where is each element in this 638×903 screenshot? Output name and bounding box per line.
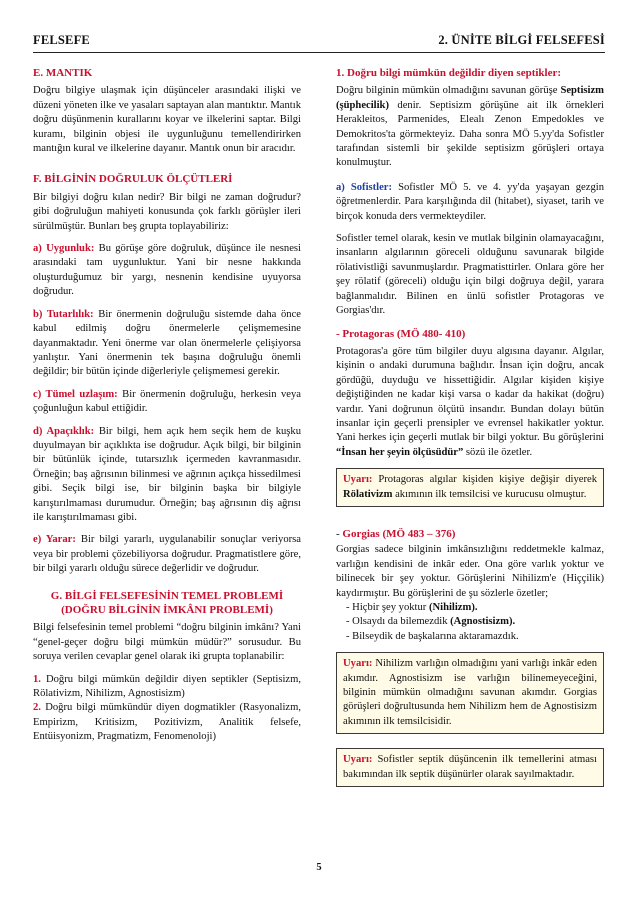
- criterion-d-text: Bir bilgi, hem açık hem seçik hem de kuşku duyulmayan bir açıklıkta ise doğrudur. Açık bilgi, bir bilginin bir bütünlük içinde, tutarsızlık içermeden kavranmasıdır. Örneğin; baş ağrısının bilinmesi ve ağrının açıkça hissedilmesi gibi. Seçik bilgi ise, bir bilginin başka bir bilgiyle karıştırılmaması durumudur. Örneğin; baş ağrısının diş ağrısı ile karıştırılmaması gibi.: [33, 425, 301, 523]
- statement-text: - Bilseydik de başkalarına aktaramazdık.: [346, 630, 519, 642]
- list-item: [346, 630, 604, 644]
- criterion-b-label: b) Tutarlılık:: [33, 308, 94, 320]
- criterion-a-label: a) Uygunluk:: [33, 243, 95, 255]
- skeptics-text-1: Doğru bilginin mümkün olmadığını savunan görüşe: [336, 85, 561, 97]
- gorgias-title: [336, 527, 604, 541]
- section-g-text: Bilgi felsefesinin temel problemi “doğru bilginin imkânı? Yani “genel-geçer doğru bilgi mümkün müdür?” sorusudur. Bu soruya verilen cevaplar genel olarak iki grupta toplanabilir:: [33, 622, 301, 663]
- left-column: [33, 66, 301, 745]
- section-e-title: E. MANTIK: [33, 67, 93, 79]
- section-f-title: F. BİLGİNİN DOĞRULUK ÖLÇÜTLERİ: [33, 173, 233, 186]
- sophists-intro: [336, 181, 604, 224]
- criterion-e-label: e) Yarar:: [33, 534, 76, 546]
- page-header: [33, 28, 605, 48]
- warning-text-2: akımının ilk temsilcisi ve kurucusu olmuştur.: [392, 488, 587, 500]
- sophists-text: Sofistler temel olarak, kesin ve mutlak bilginin olamayacağını, insanların algılarının göreceli olduğunu savunarak bilgide rölativistliği savunmuşlardır. Pragmatisttirler. Onlara göre her şey rölatif (göreceli) olduğu için bilgi doğruya değil, yarara bağlanmalıdır. Bilinen en ünlü sofistler Protagoras ve Gorgias'dır.: [336, 233, 604, 317]
- section-f-text: Bir bilgiyi doğru kılan nedir? Bir bilgi ne zaman doğrudur? gibi doğruluğun mahiyeti konusunda çok farklı görüşler ileri sürülmüştür. Bunları beş grupta toplayabiliriz:: [33, 191, 301, 232]
- skeptics-title: 1. Doğru bilgi mümkün değildir diyen septikler:: [336, 67, 562, 79]
- header-subject: FELSEFE: [33, 33, 90, 47]
- list-item: [346, 601, 604, 615]
- group-1: [33, 673, 301, 745]
- protagoras-quote: “İnsan her şeyin ölçüsüdür”: [336, 446, 464, 458]
- gorgias-title-dash: -: [336, 527, 343, 540]
- warning-text: Sofistler septik düşüncenin ilk temellerini atması bakımından ilk septik düşünürler olarak sayılmaktadır.: [343, 754, 597, 780]
- protagoras-title: - Protagoras (MÖ 480- 410): [336, 327, 466, 340]
- protagoras-text: [336, 345, 604, 460]
- group-2-text: Doğru bilgi mümkündür diyen dogmatikler (Rasyonalizm, Empirizm, Kritisizm, Pozitivizm, Analitik felsefe, Entüisyonizm, Pragmatizm, Fenomenoloji): [33, 702, 301, 743]
- group-1-text: Doğru bilgi mümkün değildir diyen septikler (Septisizm, Rölativizm, Nihilizm, Agnostisizm): [33, 673, 301, 700]
- skeptics-text: [336, 84, 604, 170]
- skeptics-text-2: denir. Septisizm görüşüne ait ilk örnekleri Herakleitos, Parmenides, Elealı Zenon Empedokles ve Demokritos'ta görmekteyiz. Daha sonra MÖ 5.yy'da Sofistler tarafından sistemli bir şekilde septisizm görüşleri ortaya konulmuştur.: [336, 99, 604, 169]
- warning-label: Uyarı:: [343, 474, 373, 486]
- skeptics-term: Septisizm (şüphecilik): [336, 85, 604, 111]
- sophists-intro-text: Sofistler MÖ 5. ve 4. yy'da yaşayan gezgin öğretmenlerdir. Para karşılığında dil (hitabet), siyaset, tarih ve birçok konuda ders vermekteydiler.: [336, 181, 604, 222]
- criterion-e-text: Bir bilgi yararlı, uygulanabilir sonuçlar veriyorsa veya bir problemi çözebiliyorsa doğrudur. Pragmatistlere göre, bir bilgi yararlı olduğu sürece değerlidir ve doğrudur.: [33, 534, 301, 575]
- statement-term: (Agnostisizm).: [450, 616, 516, 628]
- criterion-c-label: c) Tümel uzlaşım:: [33, 388, 118, 400]
- warning-box-relativism: [336, 468, 604, 507]
- right-column: [336, 66, 604, 801]
- warning-box-sophists: [336, 748, 604, 787]
- criterion-b-text: Bir önermenin doğruluğu sistemde daha önce kabul edilmiş doğru önermelerle çelişmemesine dayanmaktadır. Yeni önerme var olan önermelerle çelişiyorsa yanlıştır. Yani önermenin tek başına doğruluğu önemli değildir; bir bütün içinde diğerleriyle çelişmemesi gerekir.: [33, 308, 301, 378]
- warning-box-nihilism: [336, 652, 604, 734]
- criterion-a: [33, 242, 301, 300]
- criterion-e: [33, 533, 301, 576]
- criterion-b: [33, 308, 301, 380]
- header-unit: 2. ÜNİTE BİLGİ FELSEFESİ: [438, 33, 605, 47]
- section-g-subtitle: (DOĞRU BİLGİNİN İMKÂNI PROBLEMİ): [61, 604, 273, 616]
- page-number: 5: [316, 862, 322, 873]
- statement-term: (Nihilizm).: [428, 602, 478, 613]
- group-1-label: 1.: [33, 673, 41, 685]
- warning-text: Nihilizm varlığın olmadığını yani varlığı inkâr eden akımdır. Agnostisizm ise varlığın bilinemeyeceğini, bilginin mümkün olmadığını savunan akımdır. Gorgias görüşleri doğrultusunda hem Nihilizm hem de Agnostisizm akımının ilk temsilcisidir.: [343, 658, 597, 727]
- gorgias-title-text: Gorgias (MÖ 483 – 376): [342, 527, 456, 540]
- section-e-text: Doğru bilgiye ulaşmak için düşünceler arasındaki ilişki ve düzeni yöneten ilke ve yasaları saptayan alan mantıktır. Mantık doğru düşünmenin kurallarını koyar ve ilkelerini saptar. Bilgi kuramı, bilginin objesi ile uygunluğunu temellendirirken mantığın kural ve ilkelerine dayanır. Mantık onun bir aracıdır.: [33, 85, 301, 155]
- criterion-a-text: Bu görüşe göre doğruluk, düşünce ile nesnesi arasındaki tam uygunluktur. Yani bir nesne hakkında oluşturduğumuz bir yargı, nesnenin kendisine uyuyorsa doğrudur.: [33, 243, 301, 298]
- group-2-label: 2.: [33, 702, 41, 714]
- statement-text: - Hiçbir şey yoktur: [346, 602, 429, 613]
- list-item: [346, 615, 604, 629]
- protagoras-body: Protagoras'a göre tüm bilgiler duyu algısına dayanır. Algılar, kişinin o andaki durumuna bağlıdır. İnsan için doğru, ancak gördüğü, duyduğu ve hissettiğidir. Algılar kişiden kişiye değiştiğinden ne kadar kişi varsa o kadar da hakikat (doğru) vardır. Yani doğrunun ölçütü insandır. Bundan dolayı bütün insanlar için geçerli prensipler ve evrensel hakikatler yoktur. Yani herkes için geçerli mutlak bir bilgi yoktur. Bu görüşlerini: [336, 345, 604, 444]
- criterion-d-label: d) Apaçıklık:: [33, 425, 95, 437]
- section-g-title: G. BİLGİ FELSEFESİNİN TEMEL PROBLEMİ: [50, 589, 284, 602]
- warning-term: Rölativizm: [343, 488, 393, 500]
- criterion-c: [33, 388, 301, 417]
- criterion-c-text: Bir önermenin doğruluğu, herkesin veya çoğunluğun kabul ettiğidir.: [33, 388, 302, 415]
- warning-label: Uyarı:: [343, 754, 373, 766]
- statement-text: - Olsaydı da bilemezdik: [346, 616, 451, 628]
- criterion-d: [33, 425, 301, 526]
- gorgias-statements: [346, 601, 604, 644]
- warning-text-1: Protagoras algılar kişiden kişiye değişir diyerek: [372, 474, 597, 486]
- warning-label: Uyarı:: [343, 658, 373, 670]
- sophists-label: a) Sofistler:: [336, 181, 393, 193]
- protagoras-end: sözü ile özetler.: [463, 446, 533, 458]
- header-divider: [33, 52, 605, 53]
- gorgias-text: Gorgias sadece bilginin imkânsızlığını reddetmekle kalmaz, varlığın kendisini de inkâr eder. Ona göre varlık yoktur ve bilinecek bir şey yoktur. Görüşlerini Nihilizm'e (Hiççilik) kaydırmıştır. Bu görüşlerini de şu sözlerle özetler;: [336, 544, 604, 599]
